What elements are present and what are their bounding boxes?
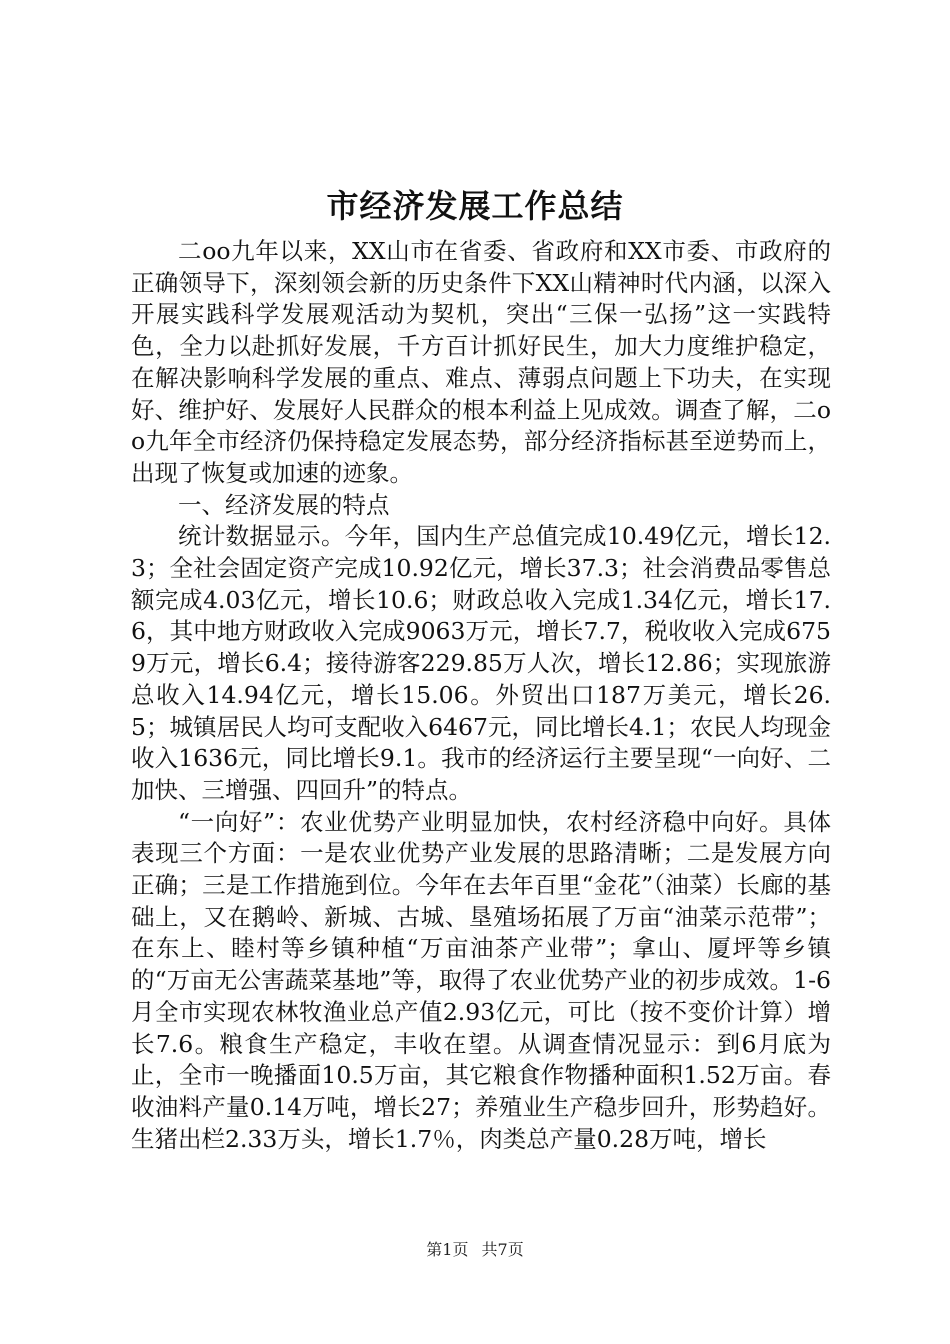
- page-total: 共7页: [481, 1240, 524, 1259]
- paragraph-statistics: 统计数据显示。今年，国内生产总值完成10.49亿元，增长12.3；全社会固定资产完成10.92亿元，增长37.3；社会消费品零售总额完成4.03亿元，增长10.6；财政总收入完成1.34亿元，增长17.6，其中地方财政收入完成9063万元，增长7.7，税收收入完成6759万元，增长6.4；接待游客229.85万人次，增长12.86；实现旅游总收入14.94亿元，增长15.06。外贸出口187万美元，增长26.5；城镇居民人均可支配收入6467元，同比增长4.1；农民人均现金收入1636元，同比增长9.1。我市的经济运行主要呈现“一向好、二加快、三增强、四回升”的特点。: [131, 522, 831, 804]
- document-title: 市经济发展工作总结: [326, 187, 624, 225]
- paragraph-intro: 二oo九年以来，XX山市在省委、省政府和XX市委、市政府的正确领导下，深刻领会新的历史条件下XX山精神时代内涵，以深入开展实践科学发展观活动为契机，突出“三保一弘扬”这一实践特色，全力以赴抓好发展，千方百计抓好民生，加大力度维护稳定，在解决影响科学发展的重点、难点、薄弱点问题上下功夫，在实现好、维护好、发展好人民群众的根本利益上见成效。调查了解，二oo九年全市经济仍保持稳定发展态势，部分经济指标甚至逆势而上，出现了恢复或加速的迹象。: [131, 237, 831, 487]
- page-footer: [0, 1238, 950, 1262]
- document-body: [131, 236, 831, 1155]
- paragraph-agriculture: “一向好”：农业优势产业明显加快，农村经济稳中向好。具体表现三个方面：一是农业优势产业发展的思路清晰；二是发展方向正确；三是工作措施到位。今年在去年百里“金花”（油菜）长廊的基础上，又在鹅岭、新城、古城、垦殖场拓展了万亩“油菜示范带”；在东上、睦村等乡镇种植“万亩油茶产业带”；拿山、厦坪等乡镇的“万亩无公害蔬菜基地”等，取得了农业优势产业的初步成效。1-6月全市实现农林牧渔业总产值2.93亿元，可比（按不变价计算）增长7.6。粮食生产稳定，丰收在望。从调查情况显示：到6月底为止，全市一晚播面10.5万亩，其它粮食作物播种面积1.52万亩。春收油料产量0.14万吨，增长27；养殖业生产稳步回升，形势趋好。生猪出栏2.33万头，增长1.7％，肉类总产量0.28万吨，增长: [131, 807, 831, 1153]
- page-number: 第1页: [426, 1240, 469, 1259]
- section-heading: 一、经济发展的特点: [178, 490, 390, 519]
